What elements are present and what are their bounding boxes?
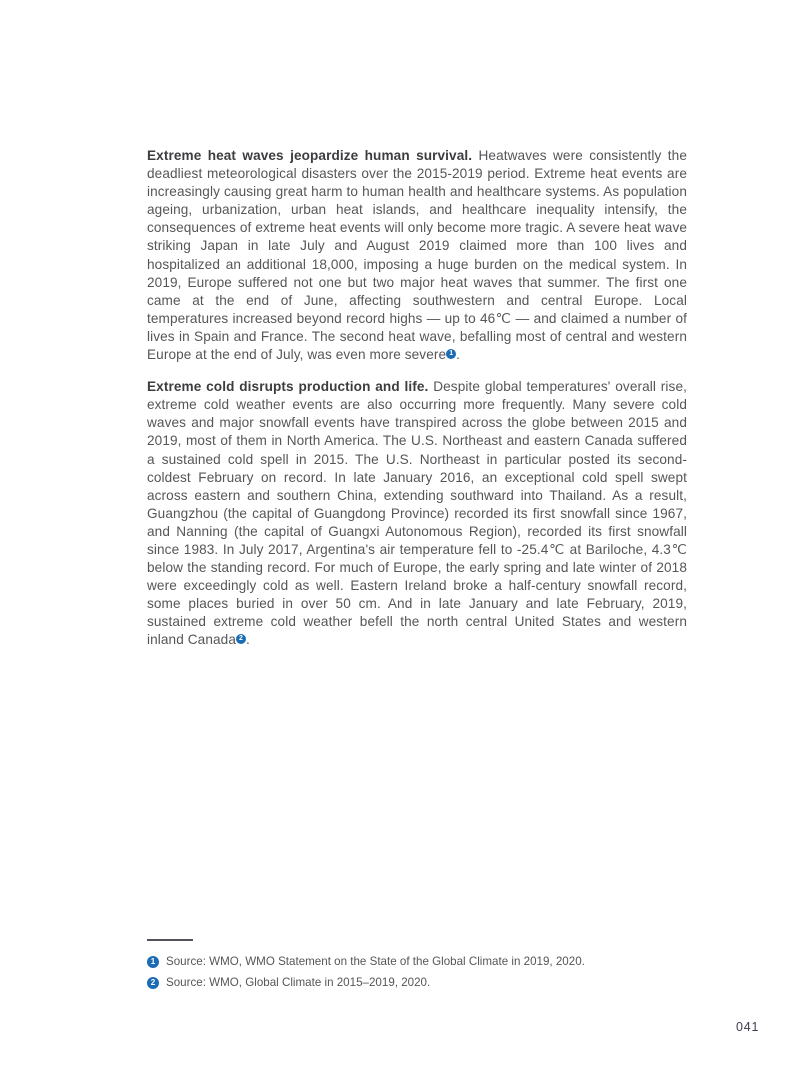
paragraph-extreme-cold <box>147 378 687 649</box>
footnote-text: Source: WMO, Global Climate in 2015–2019, 2020. <box>166 976 431 989</box>
paragraph-body-text: Heatwaves were consistently the deadliest meteorological disasters over the 2015-2019 period. Extreme heat events are increasingly causing great harm to human health and healthcare systems. As population ageing, urbanization, urban heat islands, and healthcare inequality intensify, the consequences of extreme heat events will only become more tragic. A severe heat wave striking Japan in late July and August 2019 claimed more than 100 lives and hospitalized an additional 18,000, imposing a huge burden on the medical system. In 2019, Europe suffered not one but two major heat waves that summer. The first one came at the end of June, affecting southwestern and central Europe. Local temperatures increased beyond record highs — up to 46℃ — and claimed a number of lives in Spain and France. The second heat wave, befalling most of central and western Europe at the end of July, was even more severe <box>147 148 687 363</box>
footnote-item-2 <box>147 976 707 990</box>
paragraph-lead-heading: Extreme heat waves jeopardize human survival. <box>147 148 473 163</box>
text-block <box>147 147 687 650</box>
footnote-ref-2-icon: 2 <box>236 634 246 644</box>
footnote-marker-2-icon: 2 <box>147 977 159 989</box>
footnotes-section <box>147 939 707 997</box>
page-number: 041 <box>736 1020 760 1034</box>
sentence-period: . <box>456 347 461 363</box>
sentence-period: . <box>245 632 250 648</box>
footnote-text: Source: WMO, WMO Statement on the State of the Global Climate in 2019, 2020. <box>166 955 585 968</box>
footnote-item-1 <box>147 955 707 969</box>
paragraph-body-text: Despite global temperatures' overall rise, extreme cold weather events are also occurring more frequently. Many severe cold waves and major snowfall events have transpired across the globe between 2015 and 2019, most of them in North America. The U.S. Northeast and eastern Canada suffered a sustained cold spell in 2015. The U.S. Northeast in particular posted its second-coldest February on record. In late January 2016, an exceptional cold spell swept across eastern and southern China, extending southward into Thailand. As a result, Guangzhou (the capital of Guangdong Province) recorded its first snowfall since 1967, and Nanning (the capital of Guangxi Autonomous Region), recorded its first snowfall since 1983. In July 2017, Argentina's air temperature fell to -25.4℃ at Bariloche, 4.3℃ below the standing record. For much of Europe, the early spring and late winter of 2018 were exceedingly cold as well. Eastern Ireland broke a half-century snowfall record, some places buried in over 50 cm. And in late January and late February, 2019, sustained extreme cold weather befell the north central United States and western inland Canada <box>147 379 687 648</box>
paragraph-heat-waves <box>147 147 687 364</box>
footnote-ref-1-icon: 1 <box>446 349 456 359</box>
footnote-marker-1-icon: 1 <box>147 956 159 968</box>
footnote-divider-rule <box>147 939 193 941</box>
paragraph-lead-heading: Extreme cold disrupts production and life. <box>147 379 429 395</box>
